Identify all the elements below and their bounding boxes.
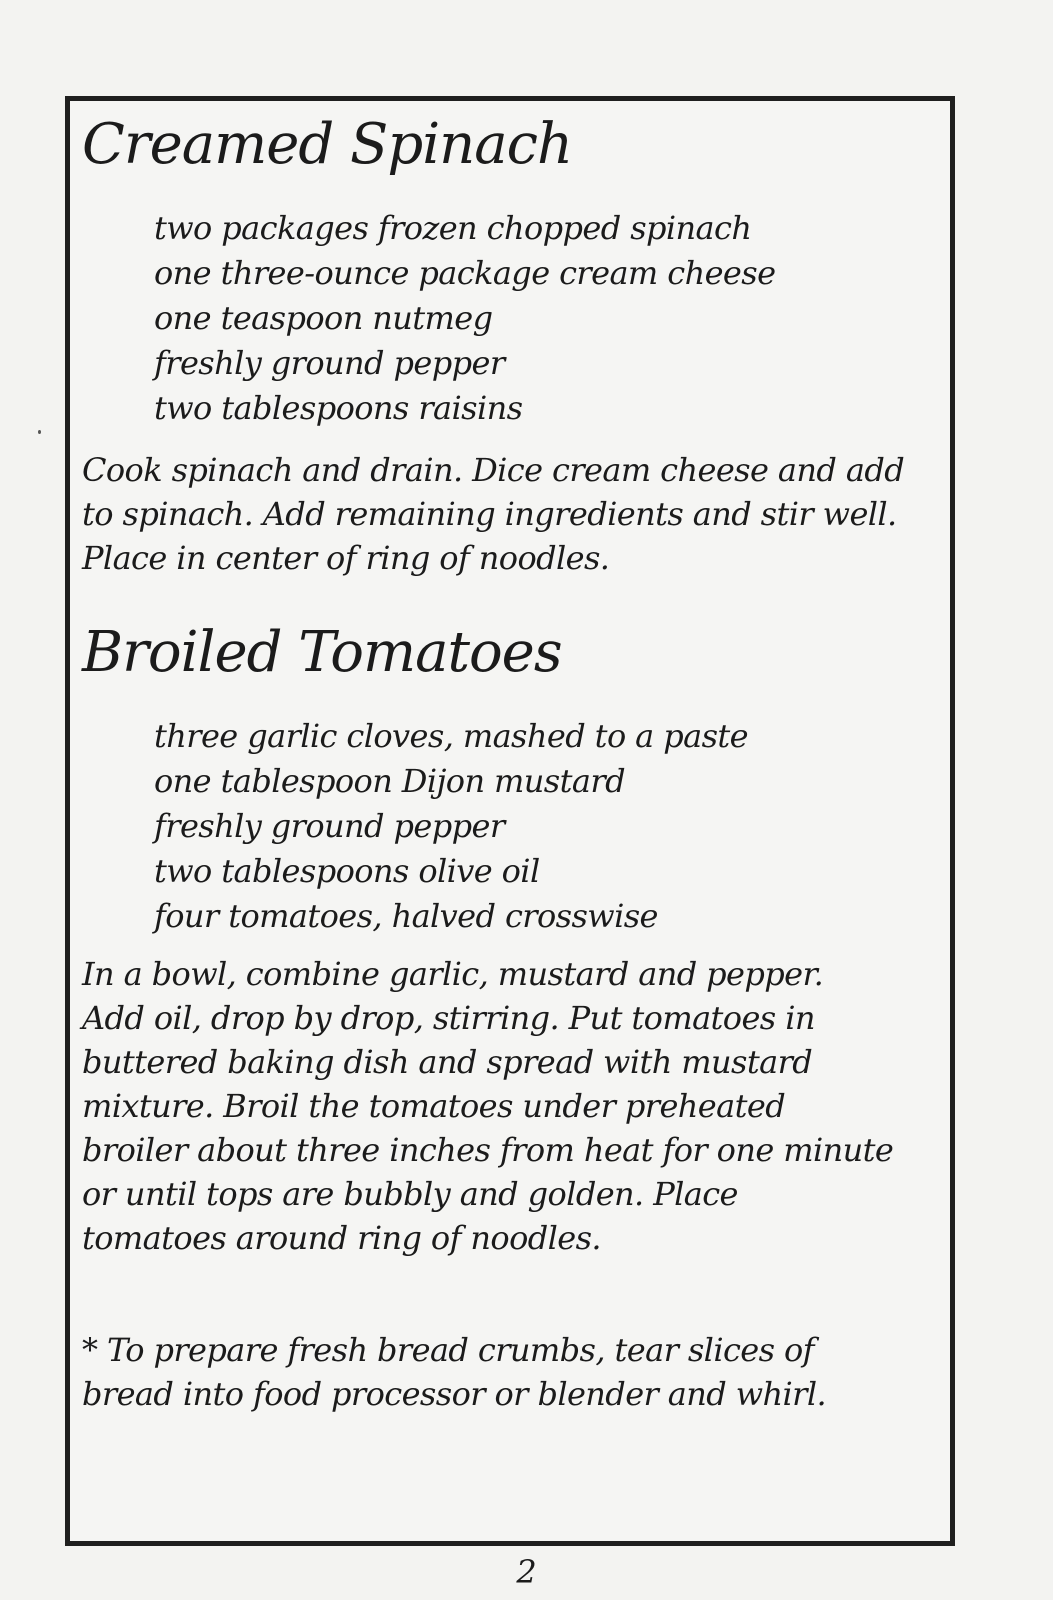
instruction-line: broiler about three inches from heat for one minute [82, 1131, 894, 1169]
ingredient-item: two packages frozen chopped spinach [154, 209, 752, 247]
instruction-line: mixture. Broil the tomatoes under preheated [82, 1087, 786, 1125]
instruction-line: Cook spinach and drain. Dice cream cheese and add [82, 451, 905, 489]
instructions-broiled-tomatoes [82, 952, 893, 1260]
ingredient-item: two tablespoons raisins [154, 389, 523, 427]
ingredient-item: freshly ground pepper [154, 344, 505, 382]
instruction-line: In a bowl, combine garlic, mustard and pepper. [82, 955, 824, 993]
ingredient-list-broiled-tomatoes [154, 714, 748, 939]
ingredient-item: one tablespoon Dijon mustard [154, 762, 625, 800]
instruction-line: or until tops are bubbly and golden. Place [82, 1175, 738, 1213]
footnote-line: * To prepare fresh bread crumbs, tear slices of [82, 1331, 814, 1369]
instructions-creamed-spinach [82, 448, 904, 580]
instruction-line: to spinach. Add remaining ingredients and stir well. [82, 495, 897, 533]
ingredient-list-creamed-spinach [154, 206, 775, 431]
recipe-title-creamed-spinach: Creamed Spinach [82, 112, 573, 177]
ingredient-item: two tablespoons olive oil [154, 852, 540, 890]
instruction-line: tomatoes around ring of noodles. [82, 1219, 601, 1257]
instruction-line: Add oil, drop by drop, stirring. Put tomatoes in [82, 999, 815, 1037]
ingredient-item: freshly ground pepper [154, 807, 505, 845]
scan-speck [38, 430, 41, 434]
recipe-title-broiled-tomatoes: Broiled Tomatoes [82, 620, 562, 685]
page-number: 2 [516, 1553, 537, 1591]
ingredient-item: one teaspoon nutmeg [154, 299, 493, 337]
footnote-bread-crumbs [82, 1328, 826, 1416]
instruction-line: buttered baking dish and spread with mustard [82, 1043, 813, 1081]
footnote-line: bread into food processor or blender and whirl. [82, 1375, 827, 1413]
ingredient-item: three garlic cloves, mashed to a paste [154, 717, 749, 755]
instruction-line: Place in center of ring of noodles. [82, 539, 610, 577]
ingredient-item: four tomatoes, halved crosswise [154, 897, 658, 935]
ingredient-item: one three-ounce package cream cheese [154, 254, 776, 292]
